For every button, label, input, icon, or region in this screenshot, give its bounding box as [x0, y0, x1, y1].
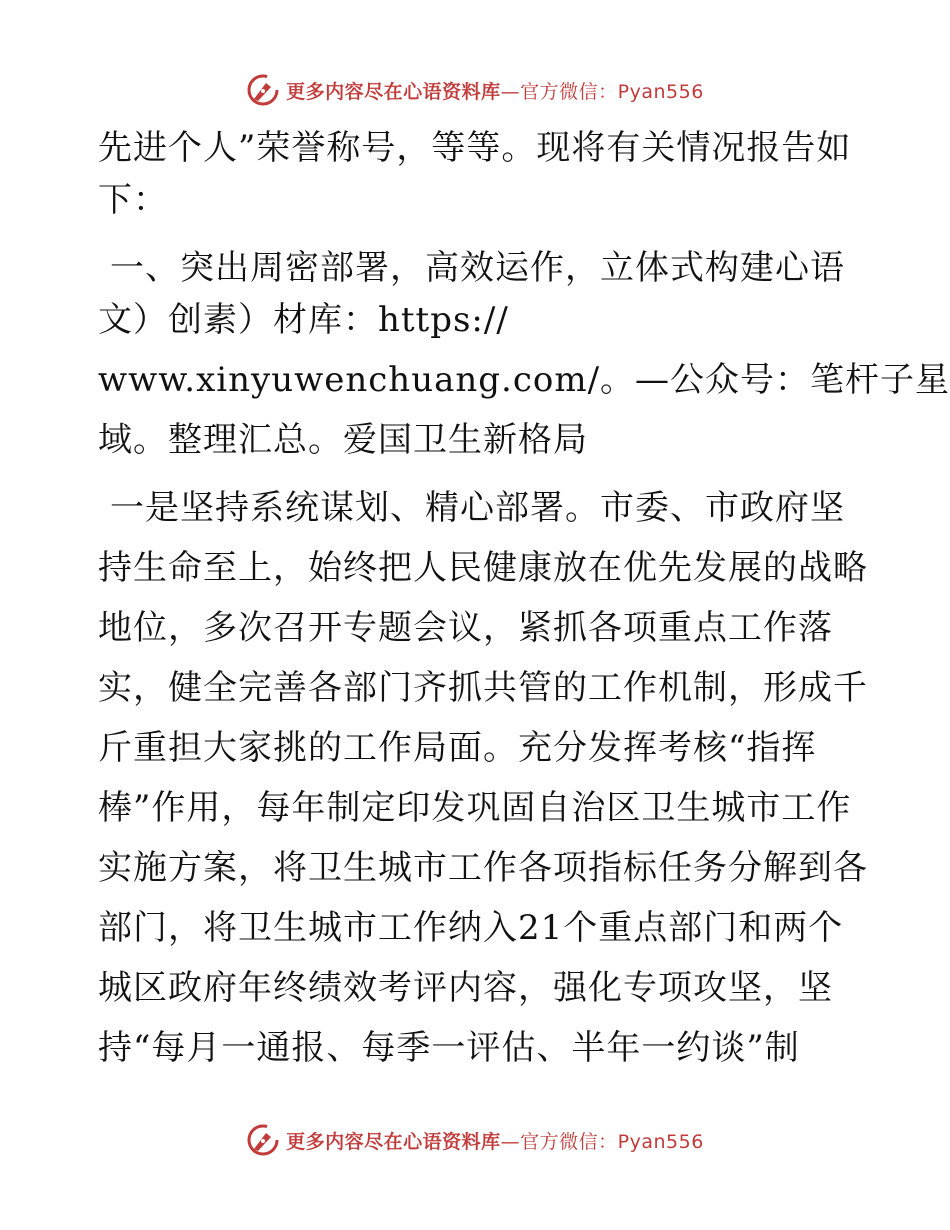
body-line-1: 先进个人”荣誉称号，等等。现将有关情况报告如	[98, 128, 852, 168]
paragraph-line-3: 地位，多次召开专题会议，紧抓各项重点工作落	[98, 608, 833, 648]
pen-nib-logo-icon	[246, 73, 280, 107]
paragraph-line-4: 实，健全完善各部门齐抓共管的工作机制，形成千	[98, 668, 868, 708]
paragraph-line-2: 持生命至上，始终把人民健康放在优先发展的战略	[98, 548, 868, 588]
header-banner-tail: —官方微信：Pyan556	[500, 80, 704, 103]
header-banner-lead: 更多内容尽在心语资料库	[286, 80, 501, 103]
paragraph-line-8: 部门，将卫生城市工作纳入21个重点部门和两个	[98, 908, 844, 948]
section-heading-line-3: www.xinyuwenchuang.com/。—公众号：笔杆子星	[98, 360, 950, 400]
footer-banner-lead: 更多内容尽在心语资料库	[286, 1130, 501, 1153]
pen-nib-logo-icon	[246, 1123, 280, 1157]
section-heading-line-4: 域。整理汇总。爱国卫生新格局	[98, 420, 588, 460]
footer-banner	[0, 1120, 950, 1160]
body-line-2: 下：	[98, 180, 168, 220]
paragraph-line-5: 斤重担大家挑的工作局面。充分发挥考核“指挥	[98, 728, 817, 768]
document-body	[98, 122, 950, 1074]
paragraph-line-10: 持“每月一通报、每季一评估、半年一约谈”制	[98, 1028, 800, 1068]
paragraph-line-9: 城区政府年终绩效考评内容，强化专项攻坚，坚	[98, 968, 833, 1008]
paragraph-line-6: 棒”作用，每年制定印发巩固自治区卫生城市工作	[98, 788, 852, 828]
paragraph-line-1: 一是坚持系统谋划、精心部署。市委、市政府坚	[110, 488, 845, 528]
footer-banner-tail: —官方微信：Pyan556	[500, 1130, 704, 1153]
header-banner	[0, 70, 950, 110]
paragraph-line-7: 实施方案，将卫生城市工作各项指标任务分解到各	[98, 848, 868, 888]
header-banner-text	[286, 77, 704, 104]
section-heading-line-1: 一、突出周密部署，高效运作，立体式构建心语	[110, 248, 845, 288]
footer-banner-text	[286, 1127, 704, 1154]
section-heading-line-2: 文）创素）材库：https://	[98, 300, 509, 340]
